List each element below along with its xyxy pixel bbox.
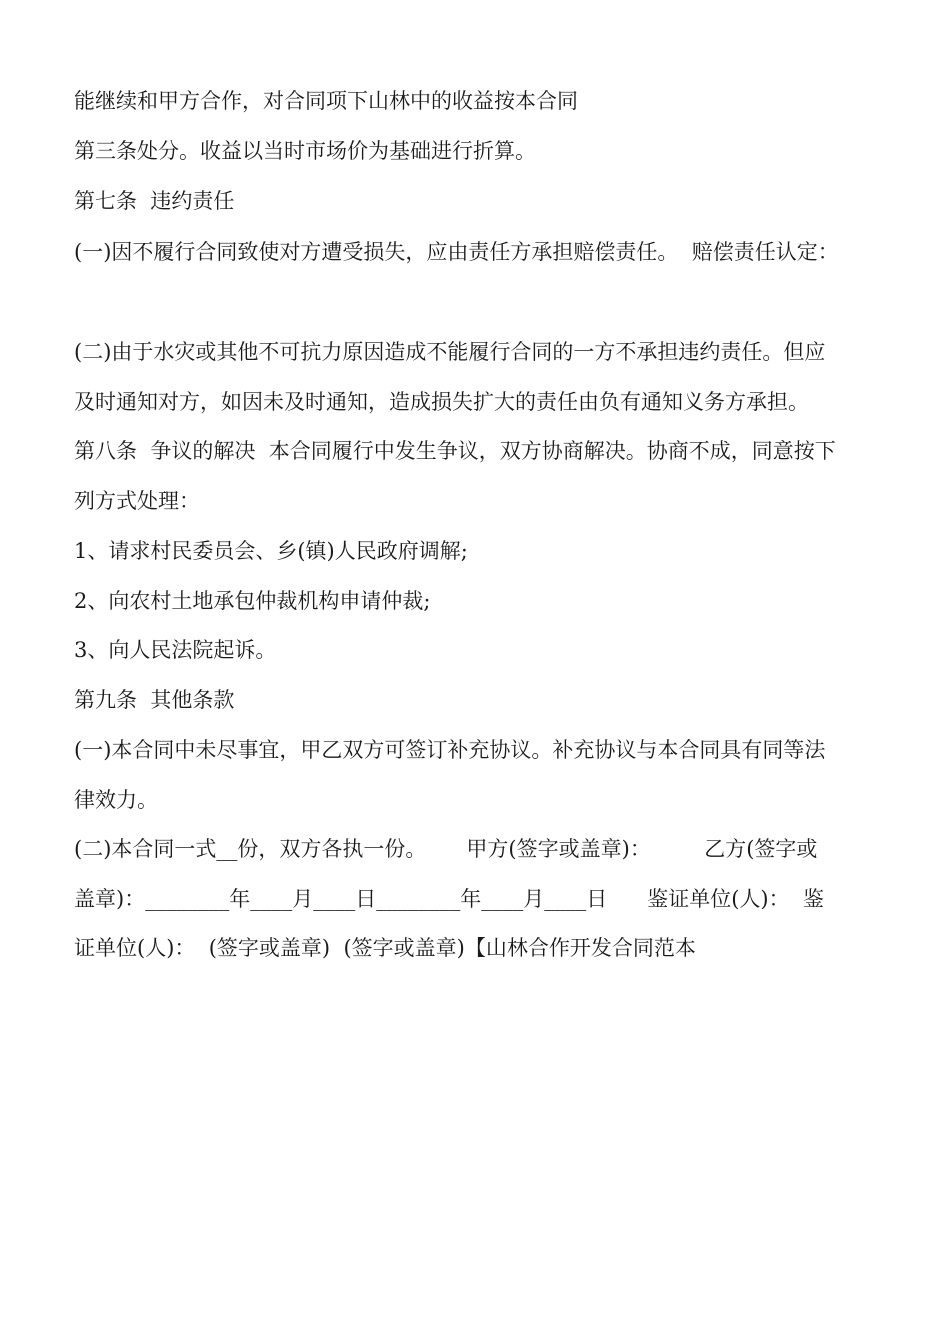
text-line-2: 第三条处分。收益以当时市场价为基础进行折算。 xyxy=(74,139,536,163)
text-line-4: (一)因不履行合同致使对方遭受损失，应由责任方承担赔偿责任。 赔偿责任认定： xyxy=(74,240,839,264)
text-line-14: 律效力。 xyxy=(74,788,158,812)
section-heading-article-7: 第七条 违约责任 xyxy=(74,189,235,213)
text-line-8: 列方式处理： xyxy=(74,489,200,513)
text-line-5: (二)由于水灾或其他不可抗力原因造成不能履行合同的一方不承担违约责任。但应 xyxy=(74,340,826,364)
section-heading-article-8: 第八条 争议的解决 本合同履行中发生争议，双方协商解决。协商不成，同意按下 xyxy=(74,439,836,463)
list-item-2: 2、向农村土地承包仲裁机构申请仲裁; xyxy=(74,589,431,613)
section-heading-article-9: 第九条 其他条款 xyxy=(74,688,235,712)
text-line-17: 证单位(人)： (签字或盖章) (签字或盖章)【山林合作开发合同范本 xyxy=(74,936,696,960)
list-item-3: 3、向人民法院起诉。 xyxy=(74,638,277,662)
text-line-13: (一)本合同中未尽事宜，甲乙双方可签订补充协议。补充协议与本合同具有同等法 xyxy=(74,738,826,762)
text-line-6: 及时通知对方，如因未及时通知，造成损失扩大的责任由负有通知义务方承担。 xyxy=(74,390,809,414)
text-line-15: (二)本合同一式__份，双方各执一份。 甲方(签字或盖章)： 乙方(签字或 xyxy=(74,837,818,861)
list-item-1: 1、请求村民委员会、乡(镇)人民政府调解; xyxy=(74,539,468,563)
text-line-1: 能继续和甲方合作，对合同项下山林中的收益按本合同 xyxy=(74,89,578,113)
text-line-16: 盖章)：________年____月____日________年____月____日 鉴证单位(人)： 鉴 xyxy=(74,887,824,911)
